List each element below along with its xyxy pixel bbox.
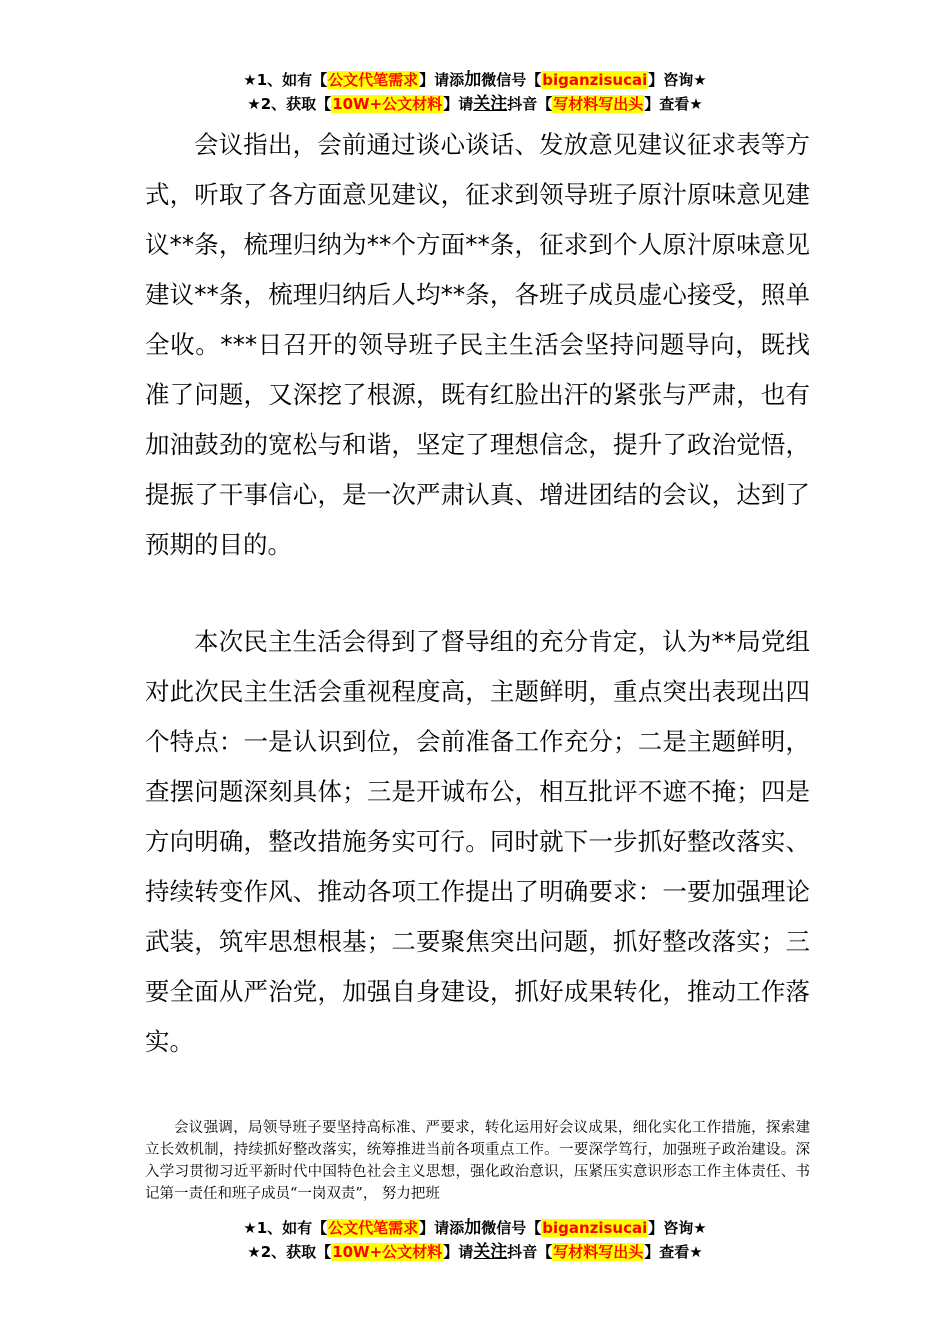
banner-text: 抖音【 xyxy=(507,1243,553,1261)
banner-line-1 xyxy=(0,1216,950,1240)
highlight-materials: 10W+公文材料 xyxy=(332,95,443,113)
highlight-wechat-id: biganzisucai xyxy=(542,71,648,89)
highlight-douyin: 写材料写出头 xyxy=(553,1243,644,1261)
body-paragraph-2: 本次民主生活会得到了督导组的充分肯定，认为**局党组对此次民主生活会重视程度高，主题鲜明，重点突出表现出四个特点：一是认识到位，会前准备工作充分；二是主题鲜明，查摆问题深刻具体；三是开诚布公，相互批评不遮不掩；四是方向明确，整改措施务实可行。同时就下一步抓好整改落实、持续转变作风、推动各项工作提出了明确要求：一要加强理论武装，筑牢思想根基；二要聚焦突出问题，抓好整改落实；三要全面从严治党，加强自身建设，抓好成果转化，推动工作落实。 xyxy=(145,627,810,1056)
banner-text: ★2、获取【 xyxy=(247,1243,332,1261)
banner-emphasis: 关注 xyxy=(473,1242,508,1262)
banner-emphasis: 关注 xyxy=(473,94,508,114)
footer-banner xyxy=(0,1216,950,1264)
highlight-wechat-id: biganzisucai xyxy=(542,1219,648,1237)
banner-emphasis: 加 xyxy=(464,1218,482,1238)
banner-text: 】请 xyxy=(443,95,474,113)
banner-text: 】请 xyxy=(443,1243,474,1261)
highlight-materials: 10W+公文材料 xyxy=(332,1243,443,1261)
highlight-service: 公文代笔需求 xyxy=(328,71,419,89)
banner-text: 】请添 xyxy=(419,71,465,89)
header-banner xyxy=(0,68,950,116)
banner-text: 】请添 xyxy=(419,1219,465,1237)
body-paragraph-small: 会议强调，局领导班子要坚持高标准、严要求，转化运用好会议成果，细化实化工作措施，探索建立长效机制，持续抓好整改落实，统筹推进当前各项重点工作。一要深学笃行，加强班子政治建设。深入学习贯彻习近平新时代中国特色社会主义思想，强化政治意识，压紧压实意识形态工作主体责任、书记第一责任和班子成员“一岗双责”， 努力把班 xyxy=(145,1120,810,1202)
banner-text: 】查看★ xyxy=(644,95,703,113)
banner-line-1 xyxy=(0,68,950,92)
banner-emphasis: 加 xyxy=(464,70,482,90)
banner-line-2 xyxy=(0,1240,950,1264)
banner-text: 微信号【 xyxy=(481,1219,542,1237)
highlight-service: 公文代笔需求 xyxy=(328,1219,419,1237)
banner-text: 微信号【 xyxy=(481,71,542,89)
banner-text: 】查看★ xyxy=(644,1243,703,1261)
body-paragraph-1: 会议指出，会前通过谈心谈话、发放意见建议征求表等方式，听取了各方面意见建议，征求到领导班子原汁原味意见建议**条，梳理归纳为**个方面**条，征求到个人原汁原味意见建议**条，梳理归纳后人均**条，各班子成员虚心接受，照单全收。***日召开的领导班子民主生活会坚持问题导向，既找准了问题，又深挖了根源，既有红脸出汗的紧张与严肃，也有加油鼓劲的宽松与和谐，坚定了理想信念，提升了政治觉悟，提振了干事信心，是一次严肃认真、增进团结的会议，达到了预期的目的。 xyxy=(145,130,810,559)
banner-text: ★1、如有【 xyxy=(243,71,328,89)
banner-text: 抖音【 xyxy=(507,95,553,113)
highlight-douyin: 写材料写出头 xyxy=(553,95,644,113)
banner-text: 】咨询★ xyxy=(648,1219,707,1237)
banner-text: ★1、如有【 xyxy=(243,1219,328,1237)
banner-text: ★2、获取【 xyxy=(247,95,332,113)
banner-text: 】咨询★ xyxy=(648,71,707,89)
banner-line-2 xyxy=(0,92,950,116)
